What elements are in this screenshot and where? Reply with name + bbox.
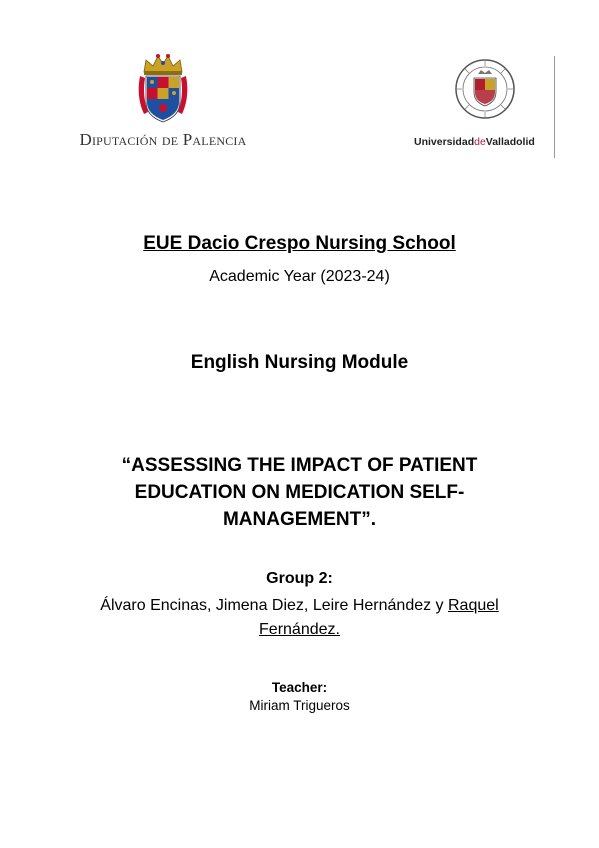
title-line: MANAGEMENT”. (222, 509, 377, 530)
university-seal-icon (454, 58, 516, 120)
members-line-1: Álvaro Encinas, Jimena Diez, Leire Hernández y Raquel (100, 597, 499, 614)
academic-year: Academic Year (2023-24) (209, 268, 390, 285)
members-line-2: Fernández. (259, 621, 340, 638)
module-name: English Nursing Module (190, 352, 409, 373)
coat-of-arms-icon (136, 52, 190, 124)
group-members (0, 594, 599, 642)
teacher-name: Miriam Trigueros (249, 698, 350, 713)
uva-name: UniversidaddeValladolid (414, 136, 535, 148)
diputacion-name: Diputación de Palencia (79, 130, 247, 149)
uva-logo (414, 56, 555, 158)
diputacion-logo (58, 52, 268, 152)
school-name: EUE Dacio Crespo Nursing School (143, 233, 456, 254)
teacher-label: Teacher: (271, 680, 328, 695)
title-line: “ASSESSING THE IMPACT OF PATIENT (121, 455, 478, 476)
document-title (0, 452, 599, 533)
group-label: Group 2: (266, 570, 333, 587)
title-line: EDUCATION ON MEDICATION SELF- (134, 482, 465, 503)
